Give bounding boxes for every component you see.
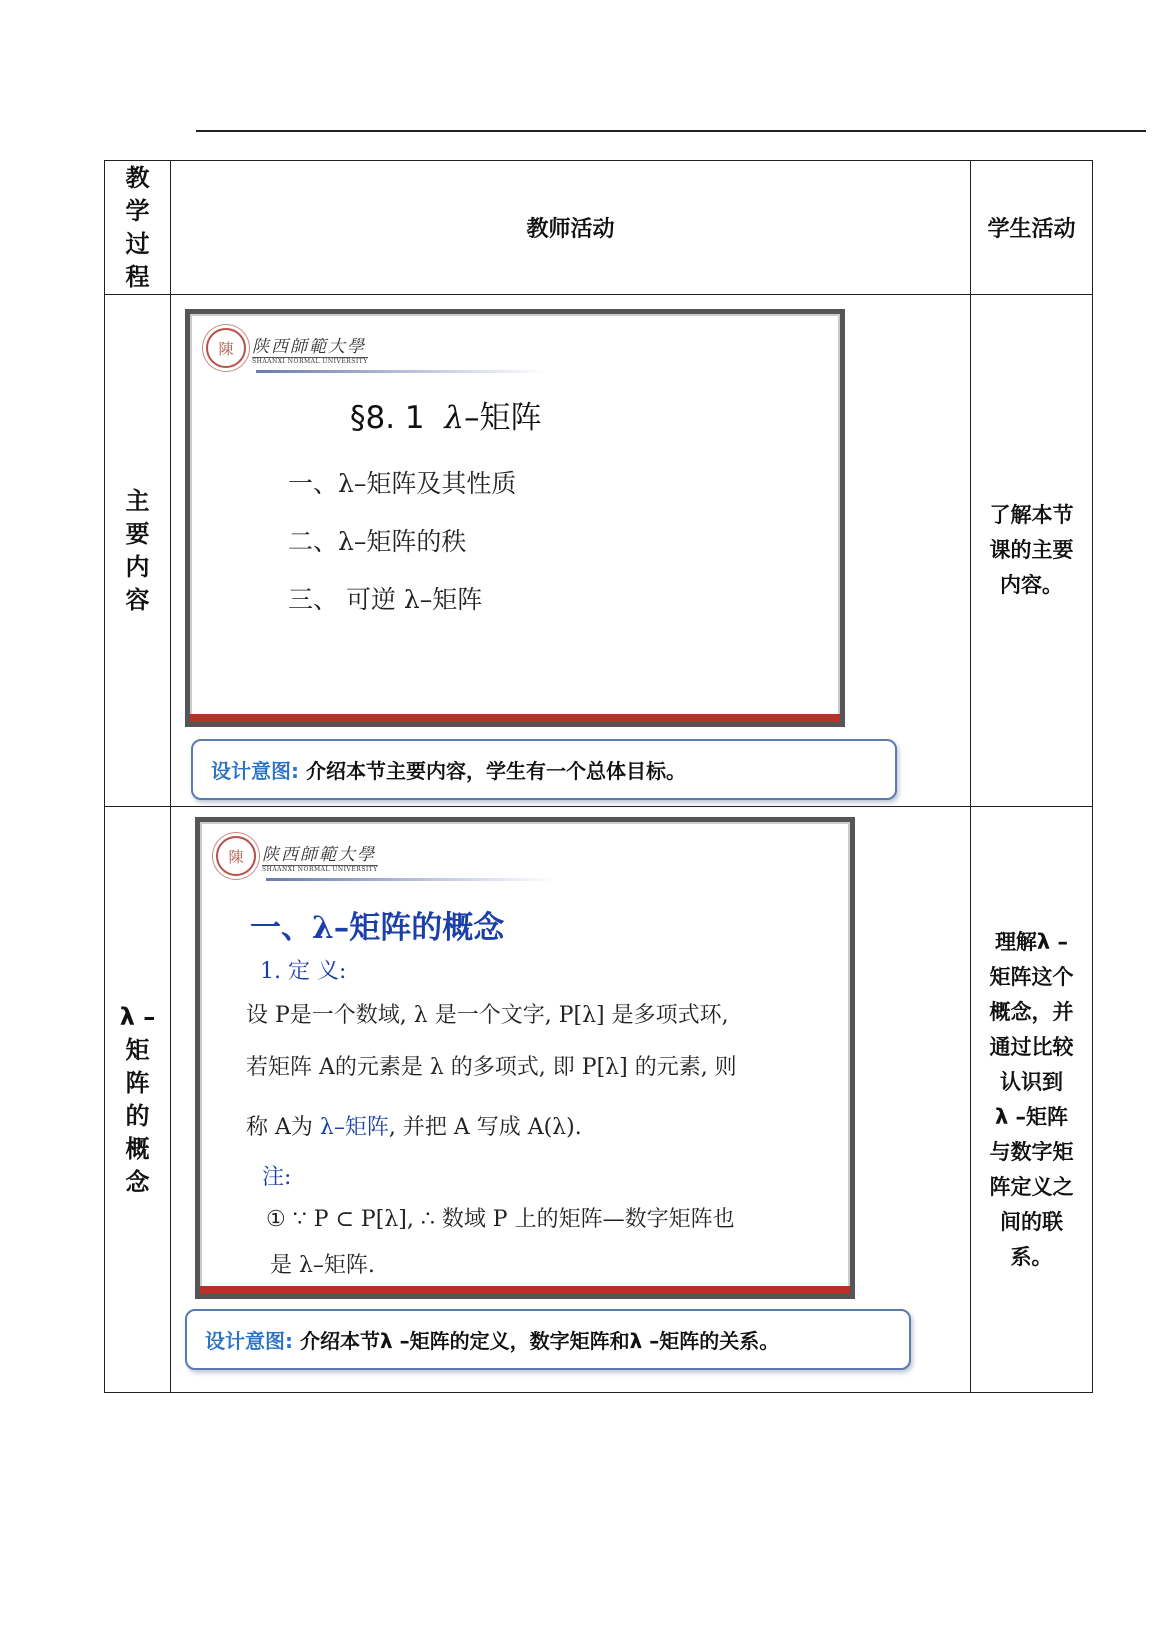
process-char: 程 — [125, 262, 150, 291]
definition-label: 1. 定 义: — [260, 959, 347, 984]
logo-en: SHAANXI NORMAL UNIVERSITY — [262, 865, 378, 873]
slide-heading: 一、λ–矩阵的概念 — [250, 910, 505, 946]
definition-line: 称 A为 λ–矩阵, 并把 A 写成 A(λ). — [246, 1115, 582, 1140]
slide-overview — [185, 309, 845, 727]
teacher-activity-1 — [171, 295, 971, 807]
note-label: 注: — [262, 1165, 292, 1190]
logo-underline — [256, 370, 546, 373]
concept-row — [105, 807, 1093, 1393]
student-text: 阵定义之 — [989, 1174, 1074, 1199]
teacher-activity-2 — [171, 807, 971, 1393]
student-text: λ –矩阵 — [994, 1104, 1069, 1129]
label-char: 的 — [125, 1101, 150, 1130]
label-char: 矩 — [125, 1035, 150, 1064]
process-header — [105, 161, 171, 295]
slide-item: 一、λ–矩阵及其性质 — [288, 469, 517, 498]
slide-concept — [195, 817, 855, 1299]
student-text: 通过比较 — [989, 1034, 1074, 1059]
design-intent-box — [191, 739, 897, 800]
top-rule — [196, 130, 1146, 132]
process-char: 过 — [125, 229, 150, 258]
student-activity-2 — [971, 807, 1093, 1393]
student-text: 概念，并 — [989, 999, 1074, 1024]
student-text: 理解λ – — [994, 929, 1069, 954]
process-char: 学 — [125, 196, 150, 225]
student-text: 了解本节 — [989, 503, 1074, 527]
row-label-concept — [105, 807, 171, 1393]
lesson-table — [104, 160, 1093, 1393]
label-char: 要 — [125, 519, 150, 548]
university-logo — [216, 836, 378, 876]
design-intent-text: 介绍本节主要内容，学生有一个总体目标。 — [305, 759, 686, 783]
label-char: 容 — [125, 585, 150, 614]
student-activity-1 — [971, 295, 1093, 807]
definition-line: 若矩阵 A的元素是 λ 的多项式, 即 P[λ] 的元素, 则 — [246, 1055, 737, 1080]
slide-bottom-bar — [190, 714, 840, 722]
student-text: 间的联 — [1000, 1209, 1063, 1234]
student-text: 认识到 — [1000, 1069, 1063, 1094]
label-char: 概 — [125, 1134, 150, 1163]
logo-en: SHAANXI NORMAL UNIVERSITY — [252, 357, 368, 365]
design-intent-text: 介绍本节λ –矩阵的定义，数字矩阵和λ –矩阵的关系。 — [299, 1329, 780, 1353]
seal-icon: 陳 — [216, 836, 256, 876]
label-char: 内 — [125, 552, 150, 581]
label-char: 念 — [125, 1167, 150, 1196]
note-line: ① ∵ P ⊂ P[λ], ∴ 数域 P 上的矩阵—数字矩阵也 — [266, 1207, 735, 1232]
slide-bottom-bar — [200, 1286, 850, 1294]
definition-line: 设 P是一个数域, λ 是一个文字, P[λ] 是多项式环, — [246, 1003, 729, 1028]
design-intent-tag: 设计意图: — [205, 1329, 293, 1353]
slide-item: 二、λ–矩阵的秩 — [288, 527, 467, 556]
student-text: 内容。 — [1000, 573, 1063, 597]
teacher-header: 教师活动 — [171, 161, 971, 295]
student-header: 学生活动 — [971, 161, 1093, 295]
logo-cn: 陕西師範大學 — [252, 336, 366, 357]
student-text: 与数字矩 — [989, 1139, 1074, 1164]
header-row — [105, 161, 1093, 295]
logo-cn: 陕西師範大學 — [262, 844, 376, 865]
design-intent-tag: 设计意图: — [211, 759, 299, 783]
slide-title: §8. 1 λ–矩阵 — [350, 400, 542, 436]
label-char: λ – — [119, 1002, 156, 1031]
student-text: 课的主要 — [989, 538, 1074, 562]
design-intent-box — [185, 1309, 911, 1370]
label-char: 主 — [125, 486, 150, 515]
row-label-main-content — [105, 295, 171, 807]
logo-underline — [266, 878, 556, 881]
note-line: 是 λ–矩阵. — [270, 1253, 375, 1278]
label-char: 阵 — [125, 1068, 150, 1097]
process-char: 教 — [125, 163, 150, 192]
seal-icon: 陳 — [206, 328, 246, 368]
student-text: 矩阵这个 — [989, 964, 1074, 989]
university-logo — [206, 328, 368, 368]
slide-item: 三、 可逆 λ–矩阵 — [288, 585, 483, 614]
student-text: 系。 — [1010, 1244, 1053, 1269]
main-content-row — [105, 295, 1093, 807]
